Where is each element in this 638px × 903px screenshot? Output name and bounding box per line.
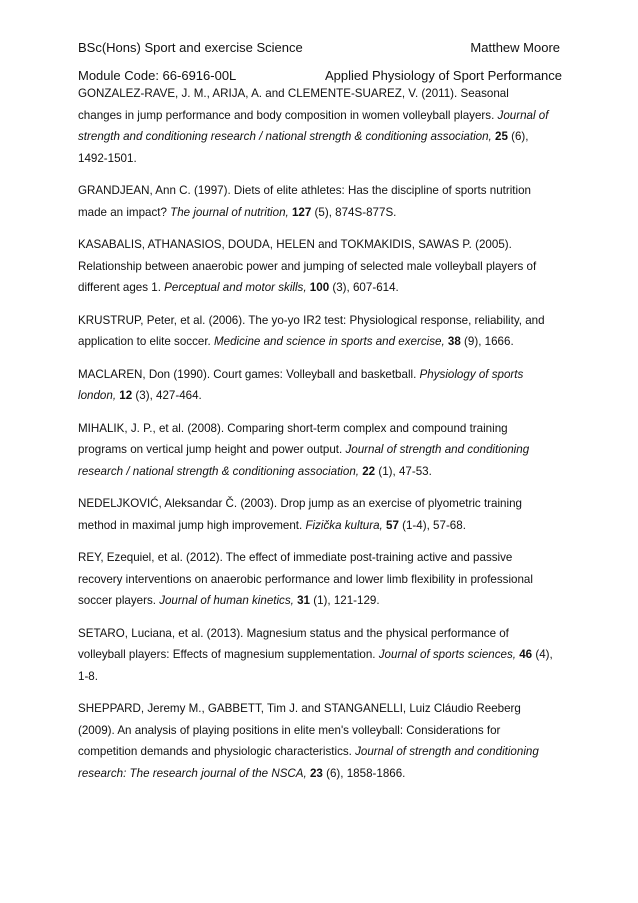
reference-volume: 23 bbox=[306, 766, 323, 780]
reference-text: GRANDJEAN, Ann C. (1997). Diets of elite athletes: Has the discipline of sports nutrition bbox=[78, 184, 532, 197]
reference-issue-pages: (4), bbox=[532, 648, 553, 661]
reference-entry bbox=[78, 493, 560, 536]
reference-entry bbox=[78, 623, 560, 688]
reference-line bbox=[78, 202, 560, 224]
reference-volume: 25 bbox=[491, 130, 508, 143]
reference-line bbox=[78, 331, 560, 353]
reference-volume: 127 bbox=[288, 205, 312, 219]
reference-line bbox=[78, 644, 560, 666]
reference-text: application to elite soccer. bbox=[78, 335, 214, 348]
reference-line bbox=[78, 741, 560, 763]
reference-text: SETARO, Luciana, et al. (2013). Magnesium status and the physical performance of bbox=[78, 626, 509, 640]
reference-line bbox=[78, 180, 560, 202]
reference-line bbox=[78, 277, 560, 299]
reference-journal: london, bbox=[78, 389, 117, 402]
reference-entry bbox=[78, 364, 560, 407]
reference-line bbox=[78, 439, 560, 461]
reference-text: GONZALEZ-RAVE, J. M., ARIJA, A. and CLEMENTE-SUAREZ, V. (2011). Seasonal bbox=[78, 87, 509, 100]
module-code: Module Code: 66-6916-00L bbox=[78, 68, 237, 83]
reference-text: competition demands and physiologic characteristics. bbox=[78, 745, 356, 758]
reference-journal: Journal of bbox=[497, 108, 549, 122]
reference-journal: strength and conditioning research / national strength & conditioning association, bbox=[78, 130, 492, 143]
reference-line bbox=[78, 666, 560, 688]
reference-line bbox=[78, 418, 560, 440]
reference-volume: 46 bbox=[516, 648, 533, 661]
reference-journal: Journal of strength and conditioning bbox=[345, 443, 530, 456]
reference-journal: Fizička kultura, bbox=[305, 518, 383, 532]
reference-entry bbox=[78, 83, 560, 169]
reference-text: KRUSTRUP, Peter, et al. (2006). The yo-yo IR2 test: Physiological response, reliability, and bbox=[78, 313, 545, 327]
reference-line bbox=[78, 148, 560, 170]
reference-text: SHEPPARD, Jeremy M., GABBETT, Tim J. and STANGANELLI, Luiz Cláudio Reeberg bbox=[78, 702, 521, 715]
reference-text: KASABALIS, ATHANASIOS, DOUDA, HELEN and TOKMAKIDIS, SAWAS P. (2005). bbox=[78, 238, 512, 251]
reference-text: soccer players. bbox=[78, 594, 160, 607]
reference-text: NEDELJKOVIĆ, Aleksandar Č. (2003). Drop jump as an exercise of plyometric training bbox=[78, 497, 522, 510]
reference-text: method in maximal jump high improvement. bbox=[78, 518, 306, 532]
course-title: BSc(Hons) Sport and exercise Science bbox=[78, 40, 303, 55]
reference-line bbox=[78, 515, 560, 537]
reference-line bbox=[78, 493, 560, 515]
reference-journal: Journal of sports sciences, bbox=[378, 648, 517, 661]
reference-volume: 12 bbox=[116, 389, 133, 402]
reference-entry bbox=[78, 698, 560, 784]
reference-journal: Journal of strength and conditioning bbox=[355, 745, 539, 758]
reference-journal: Medicine and science in sports and exercise, bbox=[213, 335, 445, 348]
reference-text: 1-8. bbox=[78, 669, 98, 683]
reference-text: (2009). An analysis of playing positions in elite men's volleyball: Considerations for bbox=[78, 723, 501, 737]
reference-journal: research / national strength & conditioning association, bbox=[78, 464, 359, 478]
reference-entry bbox=[78, 418, 560, 483]
reference-line bbox=[78, 385, 560, 407]
author-name: Matthew Moore bbox=[470, 40, 560, 55]
reference-text: MIHALIK, J. P., et al. (2008). Comparing short-term complex and compound training bbox=[78, 421, 508, 435]
reference-issue-pages: (6), 1858-1866. bbox=[322, 766, 406, 780]
reference-volume: 22 bbox=[359, 464, 376, 478]
reference-text: REY, Ezequiel, et al. (2012). The effect of immediate post-training active and passive bbox=[78, 551, 513, 564]
reference-list bbox=[78, 83, 560, 795]
reference-text: MACLAREN, Don (1990). Court games: Volleyball and basketball. bbox=[78, 367, 420, 381]
reference-entry bbox=[78, 547, 560, 612]
reference-journal: Physiology of sports bbox=[419, 367, 524, 381]
reference-line bbox=[78, 461, 560, 483]
reference-entry bbox=[78, 180, 560, 223]
reference-line bbox=[78, 364, 560, 386]
reference-journal: research: The research journal of the NSCA, bbox=[78, 766, 307, 780]
reference-issue-pages: (1), 121-129. bbox=[310, 594, 380, 607]
reference-line bbox=[78, 623, 560, 645]
reference-issue-pages: (1-4), 57-68. bbox=[398, 518, 466, 532]
module-header bbox=[78, 68, 563, 83]
reference-line bbox=[78, 763, 560, 785]
reference-entry bbox=[78, 310, 560, 353]
reference-text: Relationship between anaerobic power and jumping of selected male volleyball players of bbox=[78, 259, 537, 273]
reference-issue-pages: (5), 874S-877S. bbox=[311, 205, 397, 219]
reference-issue-pages: (3), 427-464. bbox=[132, 389, 202, 402]
reference-volume: 57 bbox=[382, 518, 399, 532]
reference-volume: 31 bbox=[293, 594, 310, 607]
reference-text: different ages 1. bbox=[78, 281, 165, 294]
reference-line bbox=[78, 547, 560, 569]
reference-line bbox=[78, 83, 560, 105]
module-title: Applied Physiology of Sport Performance bbox=[325, 68, 563, 83]
reference-text: recovery interventions on anaerobic performance and lower limb flexibility in professional bbox=[78, 572, 533, 586]
reference-journal: Journal of human kinetics, bbox=[159, 594, 294, 607]
reference-text: made an impact? bbox=[78, 205, 171, 219]
reference-text: programs on vertical jump height and power output. bbox=[78, 443, 346, 456]
reference-line bbox=[78, 720, 560, 742]
reference-line bbox=[78, 310, 560, 332]
reference-text: volleyball players: Effects of magnesium supplementation. bbox=[78, 648, 379, 661]
reference-issue-pages: (9), 1666. bbox=[460, 335, 514, 348]
reference-text: 1492-1501. bbox=[78, 151, 137, 165]
reference-journal: The journal of nutrition, bbox=[170, 205, 289, 219]
reference-entry bbox=[78, 234, 560, 299]
reference-text: changes in jump performance and body composition in women volleyball players. bbox=[78, 108, 498, 122]
reference-line bbox=[78, 590, 560, 612]
reference-line bbox=[78, 126, 560, 148]
page-header bbox=[78, 40, 560, 55]
reference-issue-pages: (3), 607-614. bbox=[329, 281, 399, 294]
reference-line bbox=[78, 256, 560, 278]
reference-issue-pages: (1), 47-53. bbox=[375, 464, 432, 478]
reference-journal: Perceptual and motor skills, bbox=[164, 281, 307, 294]
reference-line bbox=[78, 234, 560, 256]
reference-volume: 100 bbox=[306, 281, 330, 294]
reference-issue-pages: (6), bbox=[507, 130, 529, 143]
reference-volume: 38 bbox=[444, 335, 461, 348]
reference-line bbox=[78, 105, 560, 127]
reference-line bbox=[78, 698, 560, 720]
reference-line bbox=[78, 569, 560, 591]
